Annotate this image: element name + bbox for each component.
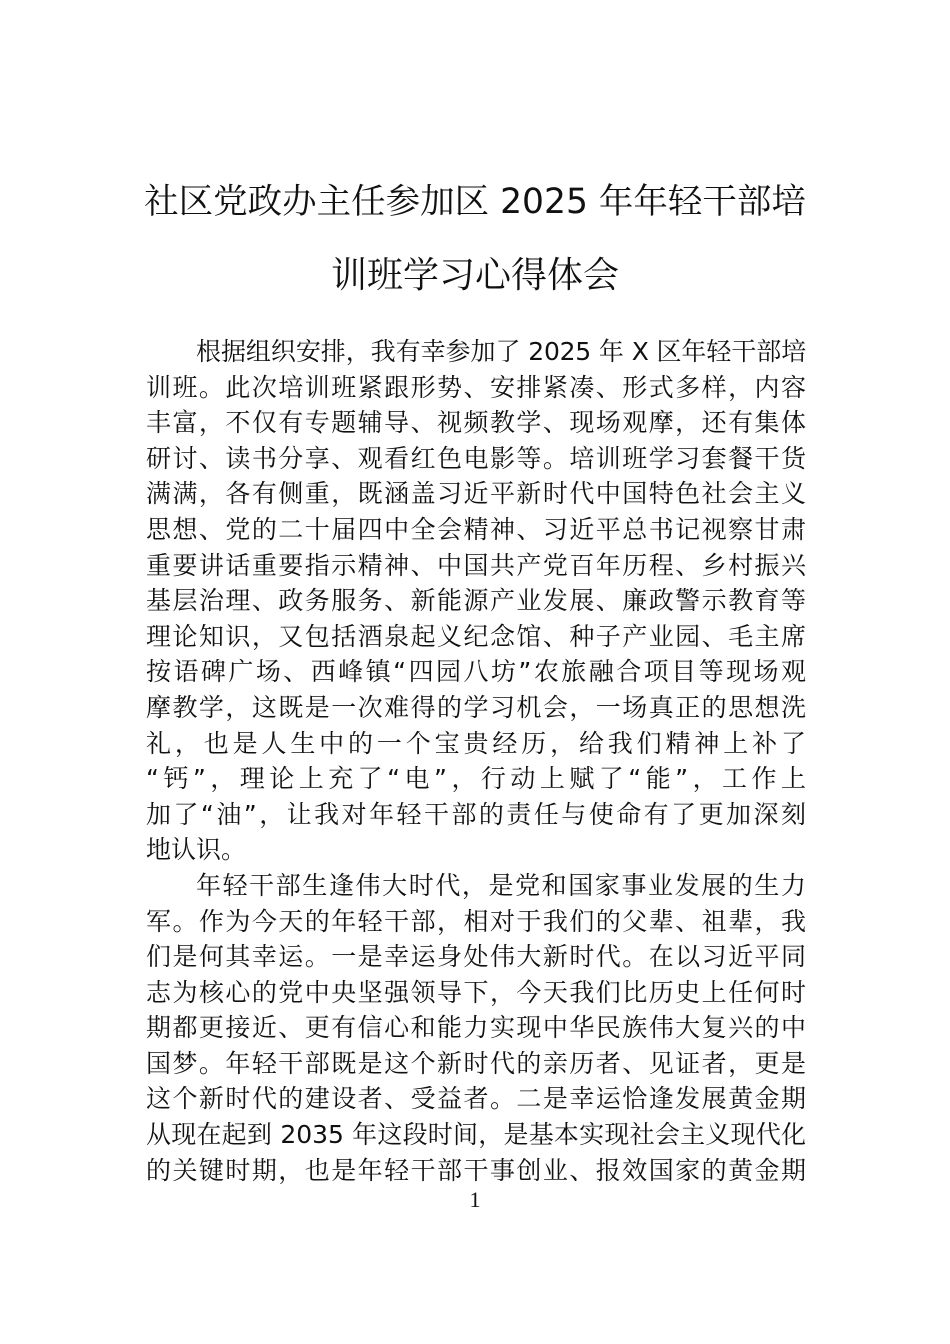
- title-line: 社区党政办主任参加区 2025 年年轻干部培: [144, 182, 806, 222]
- paragraph-1-line: 丰富，不仅有专题辅导、视频教学、现场观摩，还有集体: [146, 408, 806, 438]
- paragraph-2-line: 年轻干部生逢伟大时代，是党和国家事业发展的生力: [196, 870, 806, 900]
- document-title: [140, 166, 810, 312]
- page-number: 1: [469, 1187, 481, 1212]
- paragraph-1-line: 训班。此次培训班紧跟形势、安排紧凑、形式多样，内容: [146, 372, 806, 402]
- paragraph-1-line: 理论知识，又包括酒泉起义纪念馆、种子产业园、毛主席: [146, 621, 806, 651]
- paragraph-1-line: 地认识。: [146, 835, 247, 865]
- paragraph-1-line: 加了“油”，让我对年轻干部的责任与使命有了更加深刻: [146, 799, 806, 829]
- paragraph-1-line: 思想、党的二十届四中全会精神、习近平总书记视察甘肃: [146, 514, 806, 544]
- paragraph-2-line: 期都更接近、更有信心和能力实现中华民族伟大复兴的中: [146, 1013, 806, 1043]
- paragraph-2-line: 志为核心的党中央坚强领导下，今天我们比历史上任何时: [146, 977, 806, 1007]
- paragraph-1-line: 基层治理、政务服务、新能源产业发展、廉政警示教育等: [146, 586, 806, 616]
- paragraph-1-line: 摩教学，这既是一次难得的学习机会，一场真正的思想洗: [146, 692, 806, 722]
- paragraph-1-line: 按语碑广场、西峰镇“四园八坊”农旅融合项目等现场观: [146, 657, 806, 687]
- paragraph-2-line: 国梦。年轻干部既是这个新时代的亲历者、见证者，更是: [146, 1048, 806, 1078]
- paragraph-2-line: 这个新时代的建设者、受益者。二是幸运恰逢发展黄金期: [146, 1084, 806, 1114]
- paragraph-2-line: 的关键时期，也是年轻干部干事创业、报效国家的黄金期: [146, 1155, 806, 1185]
- paragraph-1-line: 礼，也是人生中的一个宝贵经历，给我们精神上补了: [146, 728, 806, 758]
- paragraph-1-line: 研讨、读书分享、观看红色电影等。培训班学习套餐干货: [146, 443, 806, 473]
- paragraph-2-line: 从现在起到 2035 年这段时间，是基本实现社会主义现代化: [146, 1120, 806, 1150]
- document-body: [146, 334, 806, 1188]
- paragraph-1-line: 重要讲话重要指示精神、中国共产党百年历程、乡村振兴: [146, 550, 806, 580]
- paragraph-1-line: “钙”，理论上充了“电”，行动上赋了“能”，工作上: [146, 764, 806, 794]
- title-line: 训班学习心得体会: [330, 255, 619, 296]
- paragraph-1-line: 满满，各有侧重，既涵盖习近平新时代中国特色社会主义: [146, 479, 806, 509]
- paragraph-2-line: 军。作为今天的年轻干部，相对于我们的父辈、祖辈，我: [146, 906, 806, 936]
- paragraph-1-line: 根据组织安排，我有幸参加了 2025 年 X 区年轻干部培: [196, 337, 806, 366]
- paragraph-2-line: 们是何其幸运。一是幸运身处伟大新时代。在以习近平同: [146, 942, 806, 972]
